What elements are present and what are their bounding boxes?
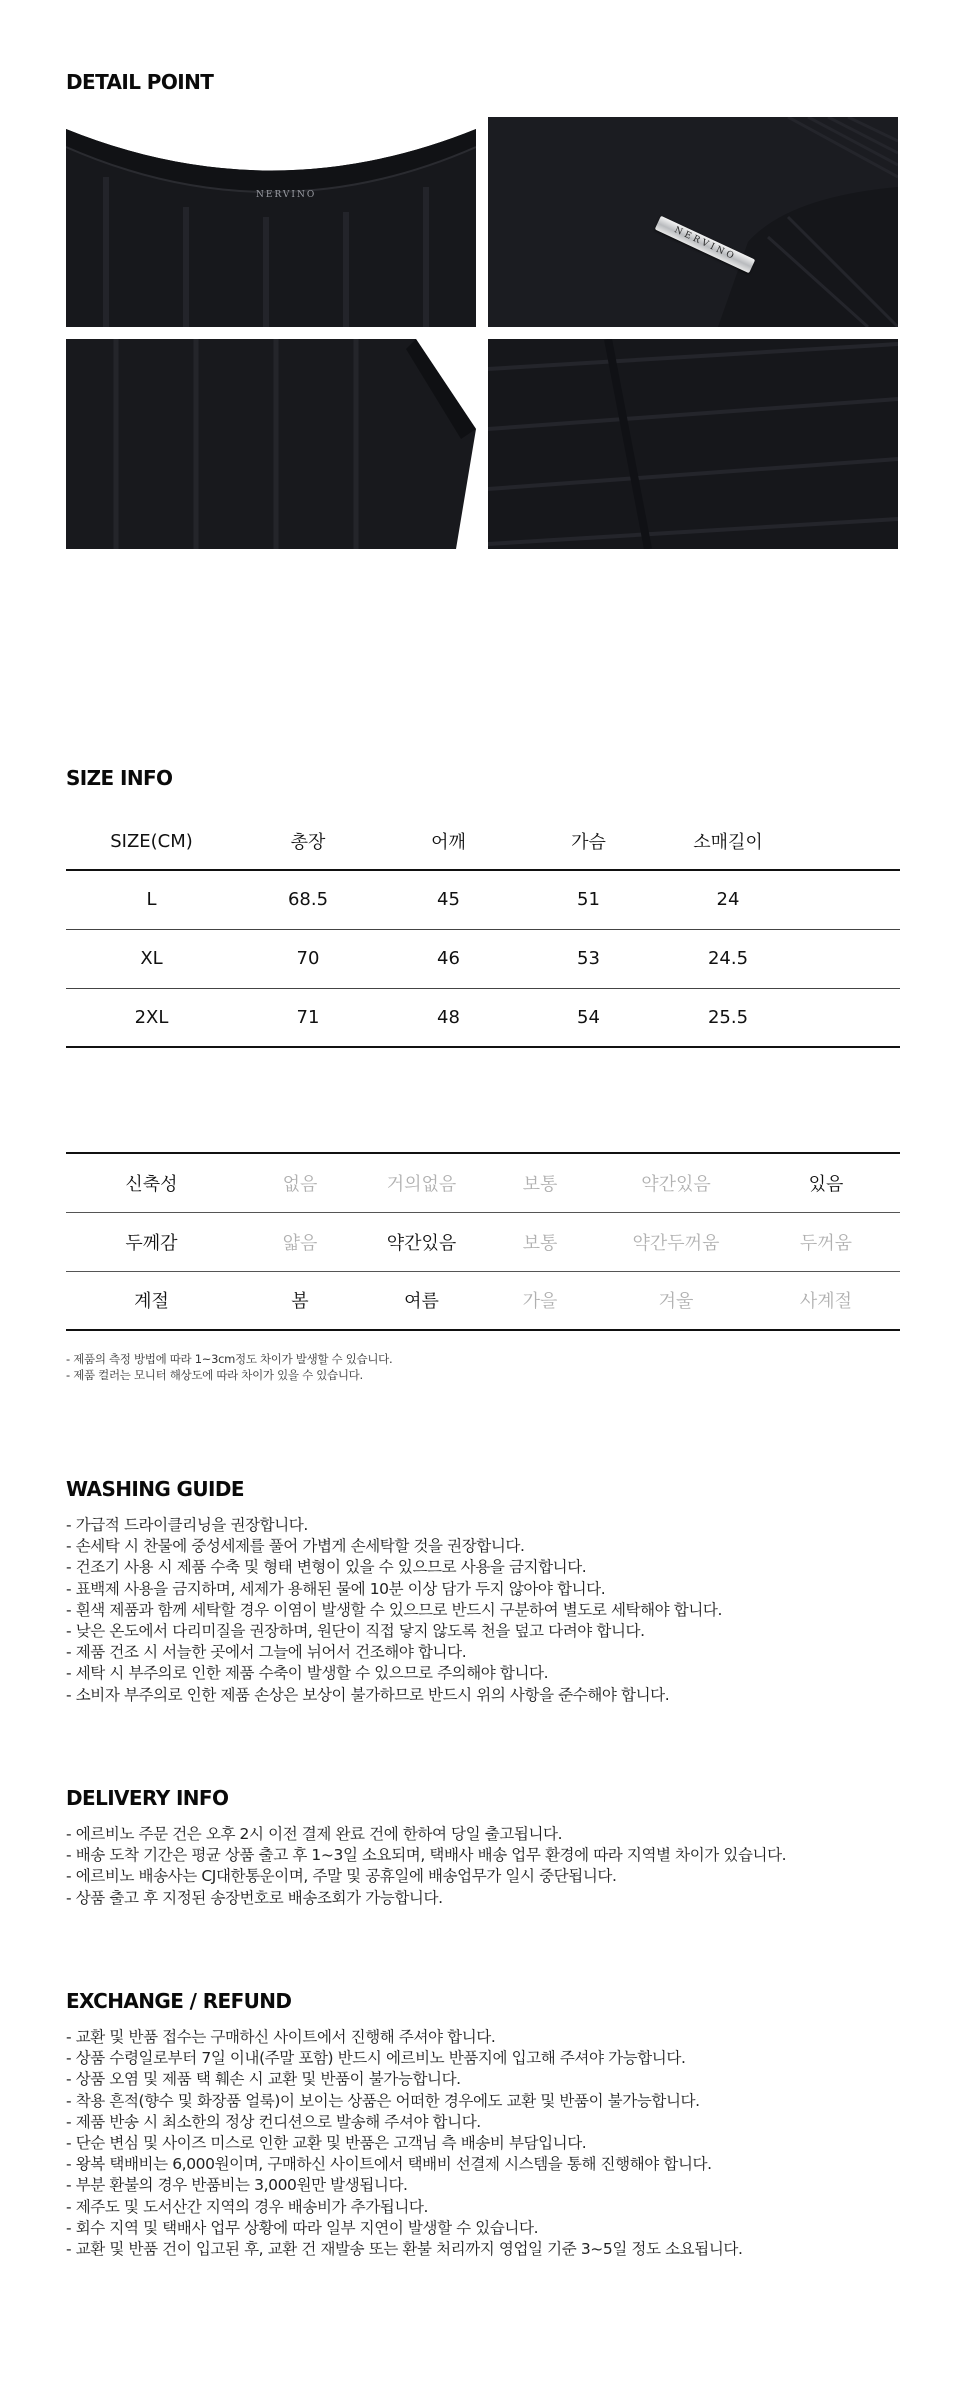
shoulder-cell: 48 [379, 988, 518, 1047]
season-label: 계절 [66, 1271, 237, 1330]
attr-option: 사계절 [752, 1271, 900, 1330]
attr-option: 없음 [237, 1153, 363, 1212]
length-cell: 70 [237, 929, 379, 988]
season-row [66, 1271, 900, 1330]
rib-texture-photo [488, 339, 898, 549]
sleeve-cell: 24.5 [659, 929, 797, 988]
plate-brand-label: NERVINO [672, 225, 738, 263]
chest-cell: 54 [518, 988, 659, 1047]
list-item: - 상품 출고 후 지정된 송장번호로 배송조회가 가능합니다. [66, 1888, 443, 1907]
empty-header [797, 813, 900, 870]
attr-option: 얇음 [237, 1212, 363, 1271]
list-item: - 배송 도착 기간은 평균 상품 출고 후 1~3일 소요되며, 택배사 배송 업무 환경에 따라 지역별 차이가 있습니다. [66, 1846, 787, 1865]
attr-option: 겨울 [600, 1271, 752, 1330]
delivery-info-title: DELIVERY INFO [66, 1786, 229, 1810]
shoulder-cell: 46 [379, 929, 518, 988]
logo-plate-photo [488, 117, 898, 327]
list-item: - 단순 변심 및 사이즈 미스로 인한 교환 및 반품은 고객님 측 배송비 부담입니다. [66, 2133, 587, 2152]
list-item: - 에르비노 배송사는 CJ대한통운이며, 주말 및 공휴일에 배송업무가 일시 중단됩니다. [66, 1867, 617, 1886]
list-item: - 왕복 택배비는 6,000원이며, 구매하신 사이트에서 택배비 선결제 시스템을 통해 진행해야 합니다. [66, 2155, 712, 2174]
list-item: - 흰색 제품과 함께 세탁할 경우 이염이 발생할 수 있으므로 반드시 구분하여 별도로 세탁해야 합니다. [66, 1600, 723, 1619]
list-item: - 가급적 드라이클리닝을 권장합니다. [66, 1516, 308, 1534]
list-item: - 교환 및 반품 접수는 구매하신 사이트에서 진행해 주셔야 합니다. [66, 2028, 496, 2046]
list-item: - 제품 건조 시 서늘한 곳에서 그늘에 뉘어서 건조해야 합니다. [66, 1643, 467, 1662]
note-item: - 제품의 측정 방법에 따라 1~3cm정도 차이가 발생할 수 있습니다. [66, 1352, 393, 1366]
detail-point-title: DETAIL POINT [66, 70, 214, 94]
list-item: - 소비자 부주의로 인한 제품 손상은 보상이 불가하므로 반드시 위의 사항을 준수해야 합니다. [66, 1685, 670, 1704]
size-table-header [66, 813, 900, 870]
list-item: - 제주도 및 도서산간 지역의 경우 배송비가 추가됩니다. [66, 2197, 429, 2216]
exchange-refund-list [66, 2027, 743, 2260]
shoulder-cell: 45 [379, 870, 518, 929]
sleeve-header: 소매길이 [693, 832, 763, 853]
size-header: SIZE(CM) [110, 830, 193, 852]
sleeve-photo [66, 339, 476, 549]
sleeve-cell: 25.5 [659, 988, 797, 1047]
attr-option: 거의없음 [363, 1153, 480, 1212]
chest-cell: 51 [518, 870, 659, 929]
attr-option-selected: 여름 [363, 1271, 480, 1330]
note-item: - 제품 컬러는 모니터 해상도에 따라 차이가 있을 수 있습니다. [66, 1368, 363, 1382]
list-item: - 에르비노 주문 건은 오후 2시 이전 결제 완료 건에 한하여 당일 출고됩니다. [66, 1825, 563, 1843]
chest-cell: 53 [518, 929, 659, 988]
list-item: - 건조기 사용 시 제품 수축 및 형태 변형이 있을 수 있으므로 사용을 금지합니다. [66, 1558, 587, 1577]
rib-texture-photo-graphic [488, 339, 898, 549]
list-item: - 표백제 사용을 금지하며, 세제가 용해된 물에 10분 이상 담가 두지 않아야 합니다. [66, 1579, 606, 1598]
list-item: - 상품 수령일로부터 7일 이내(주말 포함) 반드시 에르비노 반품지에 입고해 주셔야 가능합니다. [66, 2049, 686, 2068]
list-item: - 손세탁 시 찬물에 중성세제를 풀어 가볍게 손세탁할 것을 권장합니다. [66, 1537, 525, 1556]
sleeve-photo-graphic [66, 339, 476, 549]
neckline-photo [66, 117, 476, 327]
length-cell: 68.5 [237, 870, 379, 929]
measurement-notes [66, 1351, 392, 1383]
attr-option: 약간두꺼움 [600, 1212, 752, 1271]
list-item: - 착용 흔적(향수 및 화장품 얼룩)이 보이는 상품은 어떠한 경우에도 교환 및 반품이 불가능합니다. [66, 2091, 700, 2110]
table-row [66, 929, 900, 988]
exchange-refund-title: EXCHANGE / REFUND [66, 1989, 292, 2013]
size-cell: L [66, 870, 237, 929]
size-info-title: SIZE INFO [66, 766, 173, 790]
thickness-label: 두께감 [66, 1212, 237, 1271]
list-item: - 부분 환불의 경우 반품비는 3,000원만 발생됩니다. [66, 2176, 408, 2195]
fabric-attribute-table [66, 1152, 900, 1331]
stretch-label: 신축성 [66, 1153, 237, 1212]
list-item: - 회수 지역 및 택배사 업무 상황에 따라 일부 지연이 발생할 수 있습니다. [66, 2218, 539, 2237]
sleeve-cell: 24 [659, 870, 797, 929]
table-row [66, 870, 900, 929]
attr-option: 보통 [480, 1153, 600, 1212]
attr-option-selected: 있음 [752, 1153, 900, 1212]
delivery-info-list [66, 1824, 786, 1909]
attr-option: 두꺼움 [752, 1212, 900, 1271]
empty-cell [797, 929, 900, 988]
attr-option: 보통 [480, 1212, 600, 1271]
list-item: - 제품 반송 시 최소한의 정상 컨디션으로 발송해 주셔야 합니다. [66, 2112, 481, 2131]
attr-option-selected: 봄 [237, 1271, 363, 1330]
washing-guide-title: WASHING GUIDE [66, 1477, 244, 1501]
length-header: 총장 [290, 832, 326, 853]
brand-label: NERVINO [256, 190, 317, 200]
size-cell: 2XL [66, 988, 237, 1047]
table-row [66, 988, 900, 1047]
washing-guide-list [66, 1515, 722, 1706]
empty-cell [797, 870, 900, 929]
attr-option: 가을 [480, 1271, 600, 1330]
chest-header: 가슴 [571, 832, 606, 853]
empty-cell [797, 988, 900, 1047]
list-item: - 낮은 온도에서 다리미질을 권장하며, 원단이 직접 닿지 않도록 천을 덮고 다려야 합니다. [66, 1621, 645, 1640]
list-item: - 교환 및 반품 건이 입고된 후, 교환 건 재발송 또는 환불 처리까지 영업일 기준 3~5일 정도 소요됩니다. [66, 2239, 743, 2258]
list-item: - 세탁 시 부주의로 인한 제품 수축이 발생할 수 있으므로 주의해야 합니다. [66, 1664, 549, 1683]
thickness-row [66, 1212, 900, 1271]
length-cell: 71 [237, 988, 379, 1047]
size-cell: XL [66, 929, 237, 988]
attr-option: 약간있음 [600, 1153, 752, 1212]
neckline-photo-graphic [66, 117, 476, 327]
size-table [66, 813, 900, 1048]
list-item: - 상품 오염 및 제품 택 훼손 시 교환 및 반품이 불가능합니다. [66, 2070, 461, 2089]
stretch-row [66, 1153, 900, 1212]
attr-option-selected: 약간있음 [363, 1212, 480, 1271]
shoulder-header: 어깨 [431, 832, 466, 853]
logo-plate-photo-graphic [488, 117, 898, 327]
